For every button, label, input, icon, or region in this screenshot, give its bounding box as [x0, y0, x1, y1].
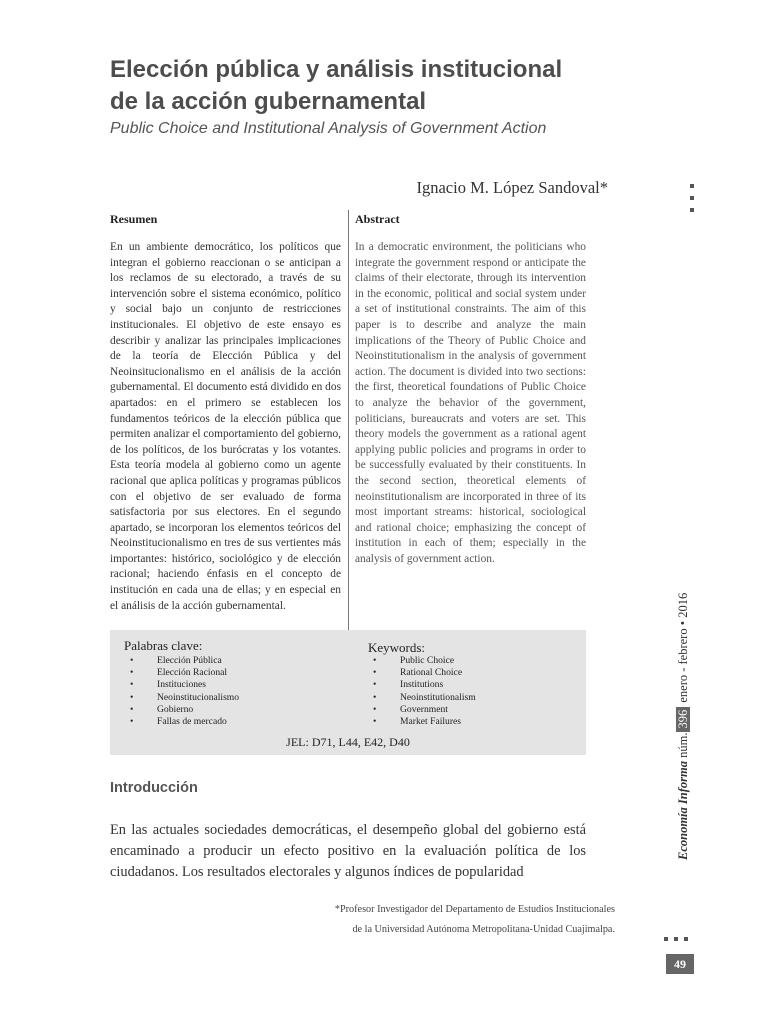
- page-number: 49: [666, 954, 694, 974]
- decorative-dots: [690, 184, 696, 220]
- section-heading-introduccion: Introducción: [110, 780, 198, 796]
- resumen-text: En un ambiente democrático, los políticos que integran el gobierno reaccionan o se anticipan a los reclamos de su electorado, a través de su intervención sobre el sistema económico, político y social bajo un conjunto de restricciones institucionales. El objetivo de este ensayo es describir y analizar las principales implicaciones de la teoría de Elección Pública y del Neoinsitucionalismo en el análisis de la acción gubernamental. El documento está dividido en dos apartados: en el primero se establecen los fundamentos teóricos de la elección pública que permiten analizar el comportamiento del gobierno, de los políticos, de los burócratas y los votantes. Esta teoría modela al gobierno como un agente racional que aplica políticas y programas públicos con el objetivo de ser evaluado de forma satisfactoria por sus electores. En el segundo apartado, se incorporan los elementos teóricos del Neoinstitucionalismo en tres de sus vertientes más importantes: histórico, sociológico y de elección racional; haciendo énfasis en el concepto de institución en cada una de ellas; y en especial en el análisis de la acción gubernamental.: [110, 241, 341, 612]
- keyword-item: • Public Choice: [373, 655, 476, 667]
- footnote-line-2: de la Universidad Autónoma Metropolitana-Unidad Cuajimalpa.: [352, 924, 615, 935]
- title-line-2: de la acción gubernamental: [110, 88, 427, 115]
- keywords-list: [373, 655, 476, 728]
- keyword-item: • Neoinstitutionalism: [373, 692, 476, 704]
- keyword-item: • Institutions: [373, 679, 476, 691]
- palabra-clave-item: • Gobierno: [130, 704, 239, 716]
- journal-name: Economía Informa: [676, 761, 690, 860]
- footnote-line-1: *Profesor Investigador del Departamento de Estudios Institucionales: [334, 904, 615, 915]
- jel-codes: JEL: D71, L44, E42, D40: [286, 735, 410, 749]
- palabras-clave-list: [130, 655, 239, 728]
- article-subtitle: Public Choice and Institutional Analysis of Government Action: [110, 120, 547, 137]
- palabra-clave-item: • Elección Racional: [130, 667, 239, 679]
- abstract-text: In a democratic environment, the politicians who integrate the government respond or anticipate the claims of their electorate, through its intervention in the economic, political and social system under a set of institutional constraints. The aim of this paper is to describe and analyze the main implications of the Theory of Public Choice and Neoinstitutionalism in the analysis of government action. The document is divided into two sections: the first, theoretical foundations of Public Choice to analyze the behavior of the government, politicians, bureaucrats and voters are set. This theory models the government as a rational agent applying public policies and programs in order to be successfully evaluated by their constituents. In the second section, theoretical elements of neoinstitutionalism are incorporated in three of its most important streams: historical, sociological and rational choice; emphasizing the concept of institution in each of them; especially in the analysis of government action.: [355, 241, 586, 565]
- decorative-dots-bottom: [664, 928, 694, 946]
- keyword-item: • Rational Choice: [373, 667, 476, 679]
- keyword-item: • Government: [373, 704, 476, 716]
- author-name: Ignacio M. López Sandoval*: [416, 178, 608, 197]
- palabra-clave-item: • Fallas de mercado: [130, 716, 239, 728]
- title-line-1: Elección pública y análisis institucional: [110, 56, 563, 83]
- article-title: [110, 54, 630, 118]
- keywords-heading: Keywords:: [368, 640, 426, 655]
- introduccion-text: En las actuales sociedades democráticas, el desempeño global del gobierno está encaminado a producir un efecto positivo en la evaluación política de los ciudadanos. Los resultados electorales y algunos índices de popularidad: [110, 822, 586, 880]
- journal-running-head: [676, 593, 691, 860]
- keywords-box: [110, 630, 586, 755]
- palabra-clave-item: • Neoinstitucionalismo: [130, 692, 239, 704]
- abstract-heading: Abstract: [355, 212, 400, 226]
- journal-date: enero - febrero • 2016: [676, 592, 690, 703]
- palabra-clave-item: • Instituciones: [130, 679, 239, 691]
- journal-num-label: núm.: [676, 732, 690, 758]
- journal-issue-number: 396: [676, 707, 690, 732]
- resumen-heading: Resumen: [110, 212, 158, 226]
- keyword-item: • Market Failures: [373, 716, 476, 728]
- palabras-clave-heading: Palabras clave:: [124, 638, 203, 653]
- palabra-clave-item: • Elección Pública: [130, 655, 239, 667]
- author-footnote: [280, 900, 615, 940]
